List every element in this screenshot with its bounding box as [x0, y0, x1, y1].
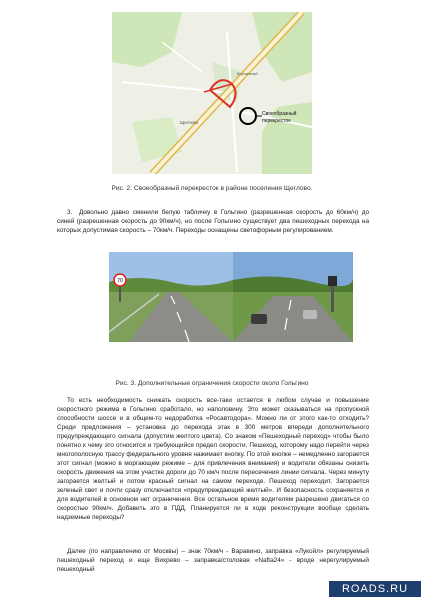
- road-photo-left: [109, 252, 233, 342]
- figure3-caption: Рис. 3. Дополнительные ограничения скорости около Гольгино: [115, 380, 309, 387]
- section3-paragraph: [57, 208, 369, 235]
- map-label-poi: Кирпичный: [237, 71, 258, 76]
- roads-ru-watermark: ROADS.RU: [329, 581, 421, 597]
- map-label-settlement: Щеглово: [180, 120, 199, 125]
- map-image: [112, 12, 312, 174]
- speed-sign-left-value: 70: [117, 278, 123, 284]
- body-paragraph-1: [57, 396, 369, 522]
- body-paragraph-1-text: То есть необходимость снижать скорость все-таки остается в любом случае и повышение скоростного режима в Гольгино сработало, но наполовину. Это может сказываться на пропускной способности шоссе и в общем-то недоработка «Росавтодора». Можно ли от этого как-то отходить? Среди предложения – установка до перехода этак в 300 метров впереди дополнительного предупреждающего сигнала (допустим желтого цвета). Со знаком «Пешеходный переход» чтобы было понятно к чему это относится и требующийся предел скорости. Пешеход, которому надо перейти через многополосную трассу федерального уровня нажимает кнопку. По этой кнопке – немедленно загорается этот сигнал (можно в моргающем режиме – для привлечения внимания) и водители обязаны снизить скорость движения на этом участке дороги до 70 км/ч после пересечения линии сигнала. Через минуту загорается желтый и потом красный сигнал на самом переходе. Пешеход переходит. Загорается зеленый свет и почти сразу отключается «предупреждающий желтый». И безопасность сохраняется и для водителей в основном нет ограничения. Все остальное время водителям разрешено двигаться со скоростью 90км/ч. Добавить это в ПДД. Планируется ли в ходе реконструкции вообще сделать надземные переходы?: [57, 397, 369, 521]
- body-paragraph-2: [57, 547, 369, 574]
- figure2-caption: Рис. 2. Своеобразный перекресток в районе поселения Щеглово.: [111, 185, 313, 192]
- section3-number: 3.: [67, 209, 73, 216]
- callout-line2: перекресток: [262, 118, 291, 124]
- callout-line1: Своеобразный: [262, 111, 297, 117]
- body-paragraph-2-text: Далее (по направлению от Москвы) – знак 70км/ч - Варавино, заправка «Лукойл» регулируемый пешеходный переход и еще Вихрево – заправка/столовая «Nafta24» - вроде нерегулируемый пешеходный: [57, 548, 369, 573]
- road-photo-right: [233, 252, 353, 342]
- map-figure: [112, 12, 312, 174]
- section3-text: Довольно давно сменили белую табличку в Гольгино (разрешенная скорость до 60км/ч) до синей (разрешенная скорость до 90км/ч), но после Гольгино существует два пешеходных перехода на которых допустимая скорость – 70км/ч. Переходы оснащены светофорным регулированием.: [57, 209, 369, 234]
